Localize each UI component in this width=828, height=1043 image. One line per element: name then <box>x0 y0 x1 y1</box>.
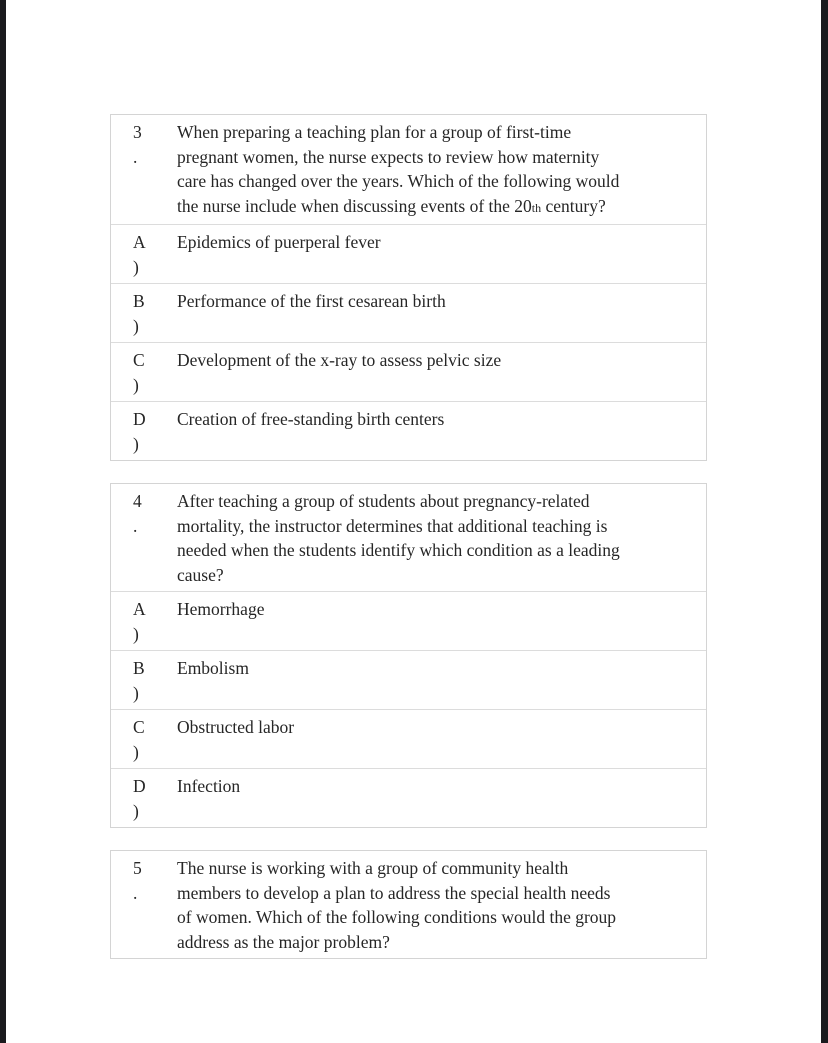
question-number-punct: . <box>133 146 138 167</box>
option-letter-punct: ) <box>133 256 139 277</box>
text-run: the nurse include when discussing events of the 20 <box>177 195 532 216</box>
question-text-line <box>177 905 692 930</box>
question-text <box>177 856 692 954</box>
option-text-line: Embolism <box>177 658 249 678</box>
question-row <box>111 851 706 958</box>
option-letter <box>133 715 177 764</box>
option-letter-value: D <box>133 409 146 429</box>
option-row <box>111 224 706 283</box>
question-text-line <box>177 194 692 221</box>
option-letter <box>133 407 177 456</box>
option-letter-value: A <box>133 599 146 619</box>
option-row <box>111 709 706 768</box>
ordinal-suffix: th <box>531 200 542 215</box>
text-run: members to develop a plan to address the special health needs <box>177 882 611 903</box>
question-number <box>133 856 177 954</box>
option-letter-value: A <box>133 232 146 252</box>
option-letter-punct: ) <box>133 374 139 395</box>
option-letter-value: B <box>133 291 145 311</box>
question-text-line <box>177 120 692 145</box>
question-number-value: 3 <box>133 122 142 142</box>
option-row <box>111 591 706 650</box>
option-letter-value: C <box>133 350 145 370</box>
viewer-edge-left <box>0 0 6 1043</box>
question-text <box>177 120 692 220</box>
option-text <box>177 656 692 705</box>
option-text-line: Infection <box>177 776 241 796</box>
option-text <box>177 774 692 823</box>
viewer-edge-right <box>821 0 828 1043</box>
question-row <box>111 115 706 224</box>
question-number-punct: . <box>133 515 138 536</box>
question-text-line <box>177 145 692 170</box>
option-letter-punct: ) <box>133 315 139 336</box>
question-number-value: 5 <box>133 858 142 878</box>
question-block <box>110 114 707 461</box>
option-text-line: Development of the x-ray to assess pelvic size <box>177 350 502 370</box>
option-text-line: Epidemics of puerperal fever <box>177 232 381 252</box>
option-letter-punct: ) <box>133 741 139 762</box>
text-run: needed when the students identify which condition as a leading <box>177 540 620 560</box>
question-number <box>133 489 177 587</box>
question-text <box>177 489 692 587</box>
option-letter <box>133 230 177 279</box>
question-number <box>133 120 177 220</box>
question-block <box>110 483 707 828</box>
option-text <box>177 407 692 456</box>
document-page <box>110 114 707 981</box>
question-number-punct: . <box>133 882 138 903</box>
option-letter <box>133 597 177 646</box>
option-letter-value: B <box>133 658 145 678</box>
option-letter-punct: ) <box>133 682 139 703</box>
option-letter-value: C <box>133 717 145 737</box>
text-run: The nurse is working with a group of community health <box>177 858 569 878</box>
option-text <box>177 597 692 646</box>
option-row <box>111 342 706 401</box>
option-text <box>177 230 692 279</box>
question-text-line <box>177 930 692 955</box>
option-letter <box>133 289 177 338</box>
option-letter <box>133 348 177 397</box>
option-letter <box>133 656 177 705</box>
question-number-value: 4 <box>133 491 142 511</box>
question-text-line <box>177 563 692 588</box>
text-run: of women. Which of the following conditions would the group <box>177 907 617 927</box>
question-block <box>110 850 707 959</box>
option-text-line: Obstructed labor <box>177 717 295 737</box>
question-text-line <box>177 856 692 881</box>
text-run: century? <box>541 195 606 216</box>
question-text-line <box>177 489 692 514</box>
option-letter-punct: ) <box>133 800 139 821</box>
text-run: care has changed over the years. Which of the following would <box>177 171 620 191</box>
question-text-line <box>177 881 692 906</box>
option-letter-punct: ) <box>133 623 139 644</box>
option-row <box>111 650 706 709</box>
question-text-line <box>177 538 692 563</box>
question-text-line <box>177 514 692 539</box>
option-letter <box>133 774 177 823</box>
option-text-line: Performance of the first cesarean birth <box>177 291 446 311</box>
option-row <box>111 768 706 827</box>
option-row <box>111 401 706 460</box>
question-text-line <box>177 169 692 194</box>
text-run: mortality, the instructor determines that additional teaching is <box>177 515 608 536</box>
option-letter-punct: ) <box>133 433 139 454</box>
option-text <box>177 715 692 764</box>
option-text-line: Hemorrhage <box>177 599 265 619</box>
option-text-line: Creation of free-standing birth centers <box>177 409 445 429</box>
option-row <box>111 283 706 342</box>
text-run: When preparing a teaching plan for a group of first-time <box>177 122 572 142</box>
text-run: cause? <box>177 564 224 585</box>
question-row <box>111 484 706 591</box>
option-text <box>177 348 692 397</box>
option-letter-value: D <box>133 776 146 796</box>
text-run: After teaching a group of students about pregnancy-related <box>177 491 590 511</box>
text-run: pregnant women, the nurse expects to review how maternity <box>177 146 600 167</box>
text-run: address as the major problem? <box>177 931 390 952</box>
option-text <box>177 289 692 338</box>
